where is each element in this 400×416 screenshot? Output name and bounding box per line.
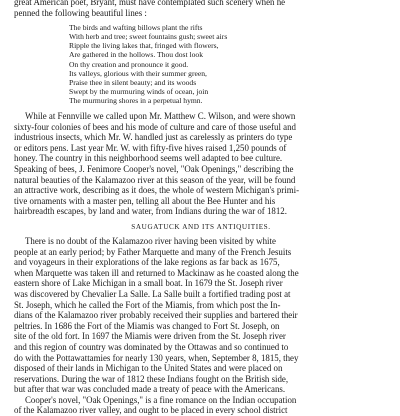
document-page [14,0,388,416]
paragraph-line: was discovered by Chevalier La Salle. La Salle built a fortified trading post at [14,288,291,299]
paragraph-line: tive ornaments with a master pen, telling all about the Bee Hunter and his [14,195,276,206]
paragraph-line: when Marquette was taken ill and returned to Mackinaw as he coasted along the [14,267,299,278]
section-heading: SAUGATUCK AND ITS ANTIQUITIES. [131,222,271,231]
paragraph-line: Cooper's novel, "Oak Openings," is a fine romance on the Indian occupation [25,394,297,405]
paragraph-line: of the Kalamazoo river valley, and ought to be placed in every school district [14,405,288,416]
paragraph-line: do with the Pottawattamies for nearly 130 years, when, September 8, 1815, they [14,352,299,363]
paragraph-line: While at Fennville we called upon Mr. Matthew C. Wilson, and were shown [25,111,296,122]
paragraph-line: Speaking of bees, J. Fenimore Cooper's novel, "Oak Openings," describing the [14,164,294,174]
paragraph-oak-openings [14,395,388,416]
poem-line: The murmuring shores in a perpetual hymn. [69,95,203,105]
paragraph-line: sixty-four colonies of bees and his mode of culture and care of those useful and [14,121,296,132]
paragraph-antiquities [14,236,388,395]
paragraph-line: industrious insects, which Mr. W. handled just as carelessly as printers do type [14,132,293,143]
poem-line: Ripple the living lakes that, fringed with flowers, [69,41,219,51]
paragraph-line: St. Joseph, which he called the Fort of the Miamis, from which post the In- [14,299,281,310]
paragraph-line: or editors pens. Last year Mr. W. with fifty-five hives raised 1,250 pounds of [14,142,287,153]
paragraph-fennville [14,111,388,217]
paragraph-line: site of the old fort. In 1697 the Miamis were driven from the St. Joseph river [14,331,286,342]
paragraph-line: hairbreadth escapes, by land and water, from Indians during the war of 1812. [14,206,287,217]
poem-line: The birds and wafting billows plant the rifts [69,23,203,33]
paragraph-line: an attractive work, describing as it does, the whole of western Michigan's primi- [14,185,300,196]
poem-line: Its valleys, glorious with their summer green, [69,68,207,78]
poem-line: Praise thee in silent beauty; and its woods [69,77,197,87]
intro-line: great American poet, Bryant, must have contemplated such scenery when he [14,0,286,7]
intro-line: penned the following beautiful lines : [14,7,147,18]
poem-line: On thy creation and pronounce it good. [69,59,189,69]
poem-line: Swept by the murmuring winds of ocean, join [69,86,209,96]
poem-line: Are gathered in the hollows. Thou dost look [69,50,203,60]
intro-text [14,0,388,18]
paragraph-line: people at an early period; by Father Marquette and many of the French Jesuits [14,246,292,257]
poem-quote [69,23,388,105]
paragraph-line: natural beauties of the Kalamazoo river at this season of the year, will be found [14,174,296,185]
paragraph-line: and voyageurs in their explorations of the lake regions as far back as 1675, [14,257,280,268]
paragraph-line: disposed of their lands in Michigan to the United States and were placed on [14,363,283,374]
paragraph-line: and this region of country was dominated by the Ottawas and so continued to [14,341,289,352]
paragraph-line: peltries. In 1686 the Fort of the Miamis was changed to Fort St. Joseph, on [14,320,280,331]
paragraph-line: honey. The country in this neighborhood seems well adapted to bee culture. [14,153,283,164]
paragraph-line: dians of the Kalamazoo river probably received their supplies and bartered their [14,310,298,321]
paragraph-line: There is no doubt of the Kalamazoo river having been visited by white [25,235,276,246]
paragraph-line: reservations. During the war of 1812 these Indians fought on the British side, [14,373,289,384]
paragraph-line: but after that war was concluded made a treaty of peace with the Americans. [14,384,286,395]
poem-line: With herb and tree; sweet fountains gush; sweet airs [69,32,228,42]
paragraph-line: eastern shore of Lake Michigan in a small boat. In 1679 the St. Joseph river [14,278,283,289]
